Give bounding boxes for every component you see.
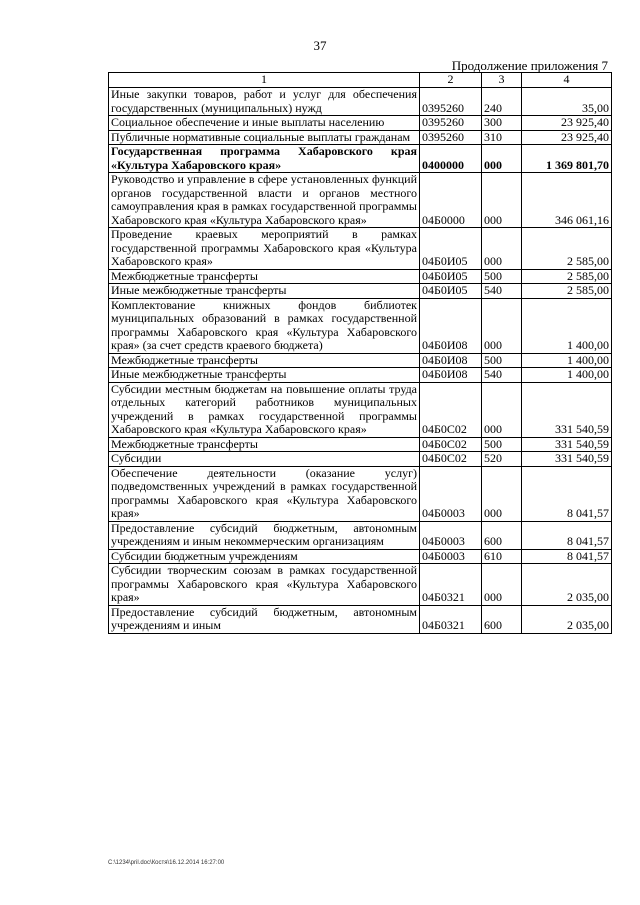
cell-amount: 1 400,00 xyxy=(522,298,612,353)
cell-type: 610 xyxy=(482,549,522,564)
table-row xyxy=(109,382,612,437)
header-cell-amount: 4 xyxy=(522,73,612,88)
cell-amount: 331 540,59 xyxy=(522,452,612,467)
cell-name: Межбюджетные трансферты xyxy=(109,269,420,284)
table-row xyxy=(109,173,612,228)
cell-name: Иные закупки товаров, работ и услуг для обеспечения государственных (муниципальных) нужд xyxy=(109,88,420,116)
cell-amount: 8 041,57 xyxy=(522,466,612,521)
table-row xyxy=(109,284,612,299)
cell-amount: 2 035,00 xyxy=(522,564,612,606)
cell-type: 310 xyxy=(482,130,522,145)
cell-code: 04Б0И08 xyxy=(420,353,482,368)
cell-type: 540 xyxy=(482,284,522,299)
cell-name: Иные межбюджетные трансферты xyxy=(109,284,420,299)
cell-code: 04Б0003 xyxy=(420,521,482,549)
table-row xyxy=(109,88,612,116)
cell-amount: 35,00 xyxy=(522,88,612,116)
cell-name: Субсидии творческим союзам в рамках государственной программы Хабаровского края «Культура Хабаровского края» xyxy=(109,564,420,606)
cell-code: 04Б0И05 xyxy=(420,284,482,299)
file-path-footer: C:\1234\pril.doc\Костя\16.12.2014 16:27:00 xyxy=(108,860,225,866)
table-header-row xyxy=(109,73,612,88)
cell-amount: 1 400,00 xyxy=(522,353,612,368)
table-row xyxy=(109,368,612,383)
cell-amount: 8 041,57 xyxy=(522,521,612,549)
cell-type: 600 xyxy=(482,521,522,549)
cell-code: 04Б0И05 xyxy=(420,269,482,284)
cell-type: 000 xyxy=(482,564,522,606)
cell-code: 04Б0И08 xyxy=(420,298,482,353)
cell-type: 240 xyxy=(482,88,522,116)
cell-name: Руководство и управление в сфере установленных функций органов государственной власти и органов местного самоуправления края в рамках государственной программы Хабаровского края «Культура Хабаровского края» xyxy=(109,173,420,228)
cell-code: 04Б0И08 xyxy=(420,368,482,383)
cell-code: 04Б0000 xyxy=(420,173,482,228)
cell-amount: 1 400,00 xyxy=(522,368,612,383)
table-row xyxy=(109,145,612,173)
cell-amount: 2 585,00 xyxy=(522,228,612,270)
table-row xyxy=(109,353,612,368)
cell-amount: 2 035,00 xyxy=(522,605,612,633)
cell-code: 04Б0С02 xyxy=(420,382,482,437)
cell-amount: 2 585,00 xyxy=(522,269,612,284)
cell-name: Проведение краевых мероприятий в рамках государственной программы Хабаровского края «Культура Хабаровского края» xyxy=(109,228,420,270)
cell-name: Субсидии бюджетным учреждениям xyxy=(109,549,420,564)
cell-code: 04Б0С02 xyxy=(420,452,482,467)
cell-type: 000 xyxy=(482,228,522,270)
cell-code: 0395260 xyxy=(420,116,482,131)
cell-code: 04Б0С02 xyxy=(420,437,482,452)
cell-name: Межбюджетные трансферты xyxy=(109,437,420,452)
cell-code: 04Б0003 xyxy=(420,466,482,521)
header-cell-type: 3 xyxy=(482,73,522,88)
cell-type: 000 xyxy=(482,382,522,437)
cell-name: Публичные нормативные социальные выплаты гражданам xyxy=(109,130,420,145)
table-row xyxy=(109,549,612,564)
cell-amount: 331 540,59 xyxy=(522,382,612,437)
header-cell-code: 2 xyxy=(420,73,482,88)
cell-amount: 8 041,57 xyxy=(522,549,612,564)
cell-type: 000 xyxy=(482,298,522,353)
cell-amount: 1 369 801,70 xyxy=(522,145,612,173)
table-row xyxy=(109,269,612,284)
table-row xyxy=(109,130,612,145)
cell-type: 000 xyxy=(482,466,522,521)
cell-type: 500 xyxy=(482,437,522,452)
cell-name: Субсидии xyxy=(109,452,420,467)
cell-name: Предоставление субсидий бюджетным, автономным учреждениям и иным xyxy=(109,605,420,633)
cell-type: 600 xyxy=(482,605,522,633)
cell-amount: 331 540,59 xyxy=(522,437,612,452)
table-row xyxy=(109,116,612,131)
table-row xyxy=(109,564,612,606)
header-cell-name: 1 xyxy=(109,73,420,88)
cell-type: 000 xyxy=(482,145,522,173)
cell-name: Предоставление субсидий бюджетным, автономным учреждениям и иным некоммерческим организациям xyxy=(109,521,420,549)
table-row xyxy=(109,605,612,633)
cell-code: 0400000 xyxy=(420,145,482,173)
cell-name: Комплектование книжных фондов библиотек муниципальных образований в рамках государственной программы Хабаровского края «Культура Хабаровского края» (за счет средств краевого бюджета) xyxy=(109,298,420,353)
table-row xyxy=(109,298,612,353)
cell-code: 0395260 xyxy=(420,130,482,145)
cell-type: 300 xyxy=(482,116,522,131)
cell-code: 04Б0И05 xyxy=(420,228,482,270)
cell-code: 04Б0321 xyxy=(420,564,482,606)
cell-amount: 23 925,40 xyxy=(522,130,612,145)
table-row xyxy=(109,228,612,270)
cell-type: 500 xyxy=(482,269,522,284)
cell-name: Субсидии местным бюджетам на повышение оплаты труда отдельных категорий работников муниципальных учреждений в рамках государственной программы Хабаровского края «Культура Хабаровского края» xyxy=(109,382,420,437)
page-number: 37 xyxy=(313,38,327,53)
cell-name: Государственная программа Хабаровского края «Культура Хабаровского края» xyxy=(109,145,420,173)
cell-name: Обеспечение деятельности (оказание услуг) подведомственных учреждений в рамках государственной программы Хабаровского края «Культура Хабаровского края» xyxy=(109,466,420,521)
budget-table xyxy=(108,72,612,634)
table-row xyxy=(109,452,612,467)
cell-type: 000 xyxy=(482,173,522,228)
cell-amount: 346 061,16 xyxy=(522,173,612,228)
table-row xyxy=(109,437,612,452)
table-row xyxy=(109,521,612,549)
table-row xyxy=(109,466,612,521)
cell-amount: 23 925,40 xyxy=(522,116,612,131)
cell-type: 520 xyxy=(482,452,522,467)
cell-name: Межбюджетные трансферты xyxy=(109,353,420,368)
cell-code: 04Б0321 xyxy=(420,605,482,633)
cell-name: Иные межбюджетные трансферты xyxy=(109,368,420,383)
continuation-label: Продолжение приложения 7 xyxy=(451,58,608,73)
cell-type: 540 xyxy=(482,368,522,383)
cell-type: 500 xyxy=(482,353,522,368)
cell-amount: 2 585,00 xyxy=(522,284,612,299)
cell-code: 0395260 xyxy=(420,88,482,116)
cell-code: 04Б0003 xyxy=(420,549,482,564)
cell-name: Социальное обеспечение и иные выплаты населению xyxy=(109,116,420,131)
